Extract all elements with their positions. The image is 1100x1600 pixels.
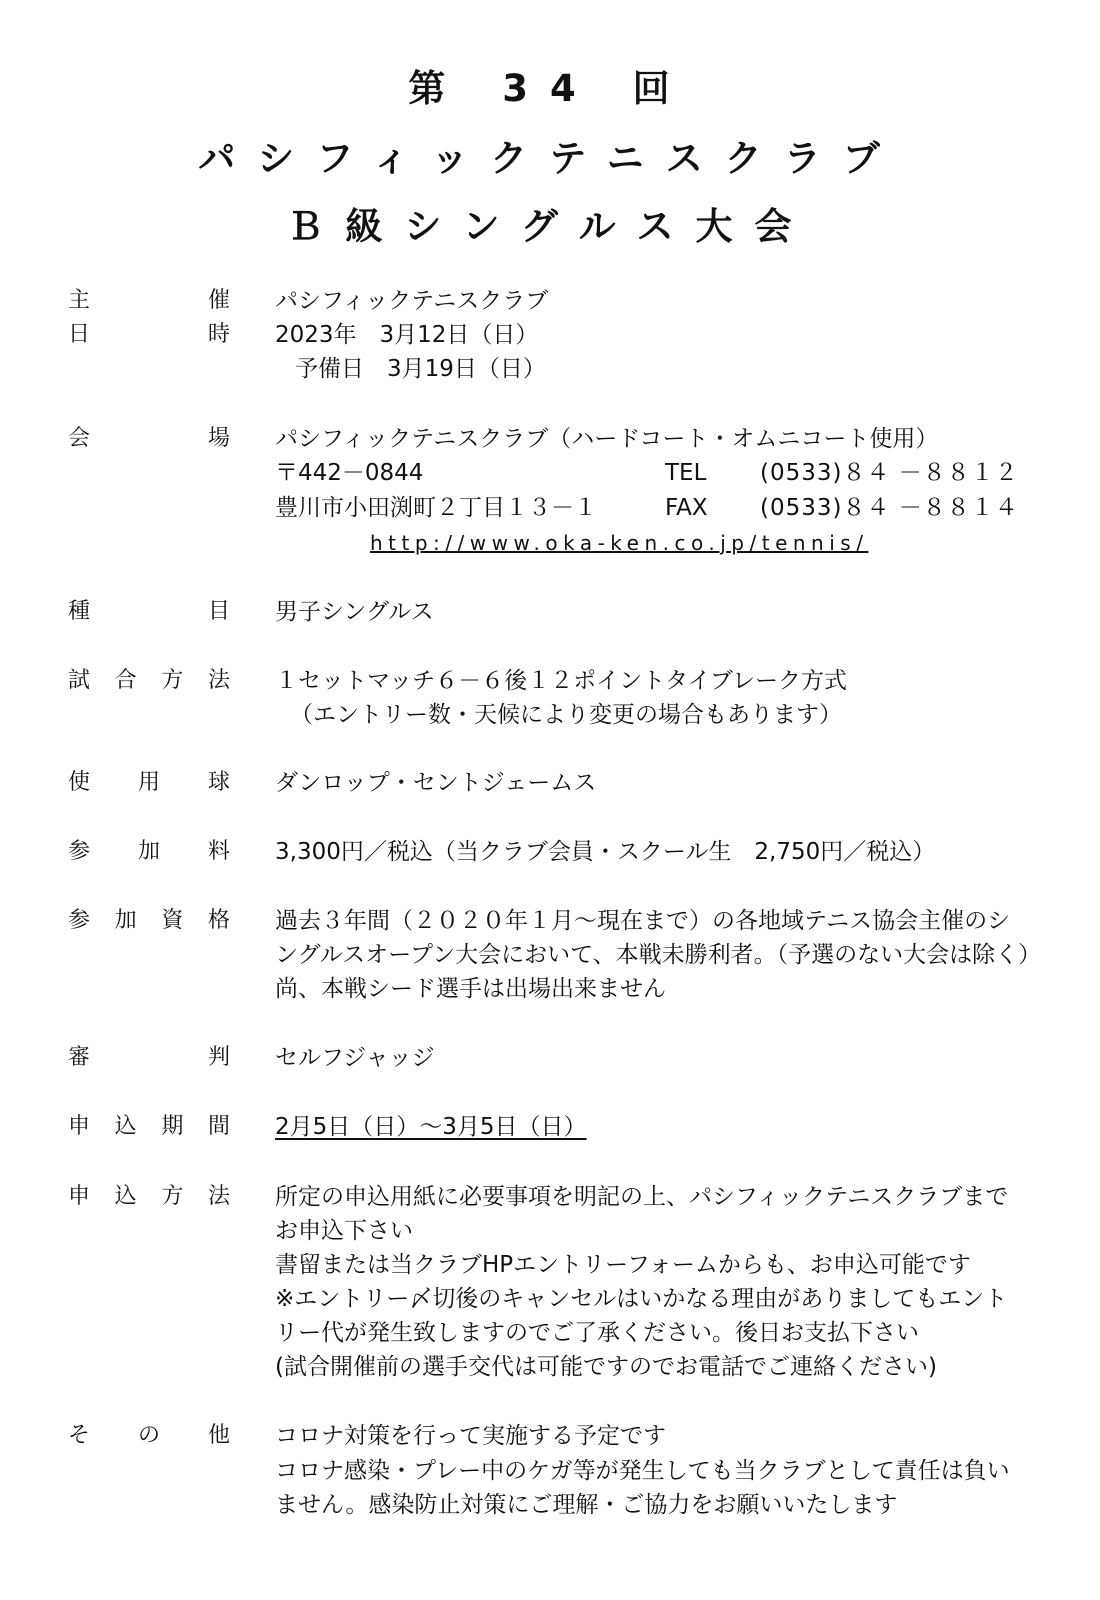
label-period: 申 込 期 間 [68,1114,230,1139]
referee-value: セルフジャッジ [275,1045,435,1071]
other-line-1: コロナ対策を行って実施する予定です [275,1423,666,1449]
period-value: 2月5日（日）～3月5日（日） [275,1114,587,1140]
fee-value: 3,300円／税込（当クラブ会員・スクール生 2,750円／税込） [275,839,936,865]
datetime-value: 2023年 3月12日（日） [275,322,539,348]
label-ball: 使 用 球 [68,770,230,795]
title-edition: 第 34 回 [408,67,692,110]
label-eligibility: 参 加 資 格 [68,908,230,933]
eligibility-line-2: ングルスオープン大会において、本戦未勝利者。（予選のない大会は除く） [275,942,1042,968]
label-method: 申 込 方 法 [68,1184,230,1209]
label-format: 試 合 方 法 [68,668,230,693]
label-venue: 会 場 [68,426,230,451]
website-link[interactable]: http://www.oka-ken.co.jp/tennis/ [370,531,869,555]
format-line-2: （エントリー数・天候により変更の場合もあります） [290,702,842,728]
ball-value: ダンロップ・セントジェームス [275,770,597,796]
method-line-6: (試合開催前の選手交代は可能ですのでお電話でご連絡ください) [275,1354,937,1380]
event-value: 男子シングルス [275,599,434,625]
tel-number: (0533)８４ －８８１２ [760,460,1019,486]
label-event: 種 目 [68,599,230,624]
label-fee: 参 加 料 [68,839,230,864]
method-line-5: リー代が発生致しますのでご了承ください。後日お支払下さい [275,1320,919,1346]
method-line-3: 書留または当クラブHPエントリーフォームからも、お申込可能です [275,1252,971,1278]
organizer-value: パシフィックテニスクラブ [275,288,549,314]
method-line-4: ※エントリー〆切後のキャンセルはいかなる理由がありましてもエント [275,1286,1008,1312]
label-referee: 審 判 [68,1045,230,1070]
label-organizer: 主 催 [68,288,230,313]
title-tournament-name: Ｂ級シングルス大会 [286,205,814,248]
other-line-3: ません。感染防止対策にご理解・ご協力をお願いいたします [275,1492,898,1518]
method-line-1: 所定の申込用紙に必要事項を明記の上、パシフィックテニスクラブまで [275,1184,1009,1210]
reserve-date: 予備日 3月19日（日） [295,356,546,382]
label-datetime: 日 時 [68,322,230,347]
label-other: そ の 他 [68,1423,230,1448]
eligibility-line-3: 尚、本戦シード選手は出場出来ません [275,976,666,1002]
fax-label: FAX [665,495,708,521]
format-line-1: １セットマッチ６－６後１２ポイントタイブレーク方式 [275,668,848,694]
venue-postal-code: 〒442－0844 [275,460,424,486]
tel-label: TEL [665,460,707,486]
method-line-2: お申込下さい [275,1218,413,1244]
venue-name: パシフィックテニスクラブ（ハードコート・オムニコート使用） [275,426,939,452]
eligibility-line-1: 過去３年間（２０２０年１月～現在まで）の各地域テニス協会主催のシ [275,908,1011,934]
other-line-2: コロナ感染・プレー中のケガ等が発生しても当クラブとして責任は負い [275,1458,1010,1484]
title-club-name: パシフィックテニスクラブ [198,137,902,180]
fax-number: (0533)８４ －８８１４ [760,495,1019,521]
venue-address: 豊川市小田渕町２丁目１３－１ [275,495,597,521]
